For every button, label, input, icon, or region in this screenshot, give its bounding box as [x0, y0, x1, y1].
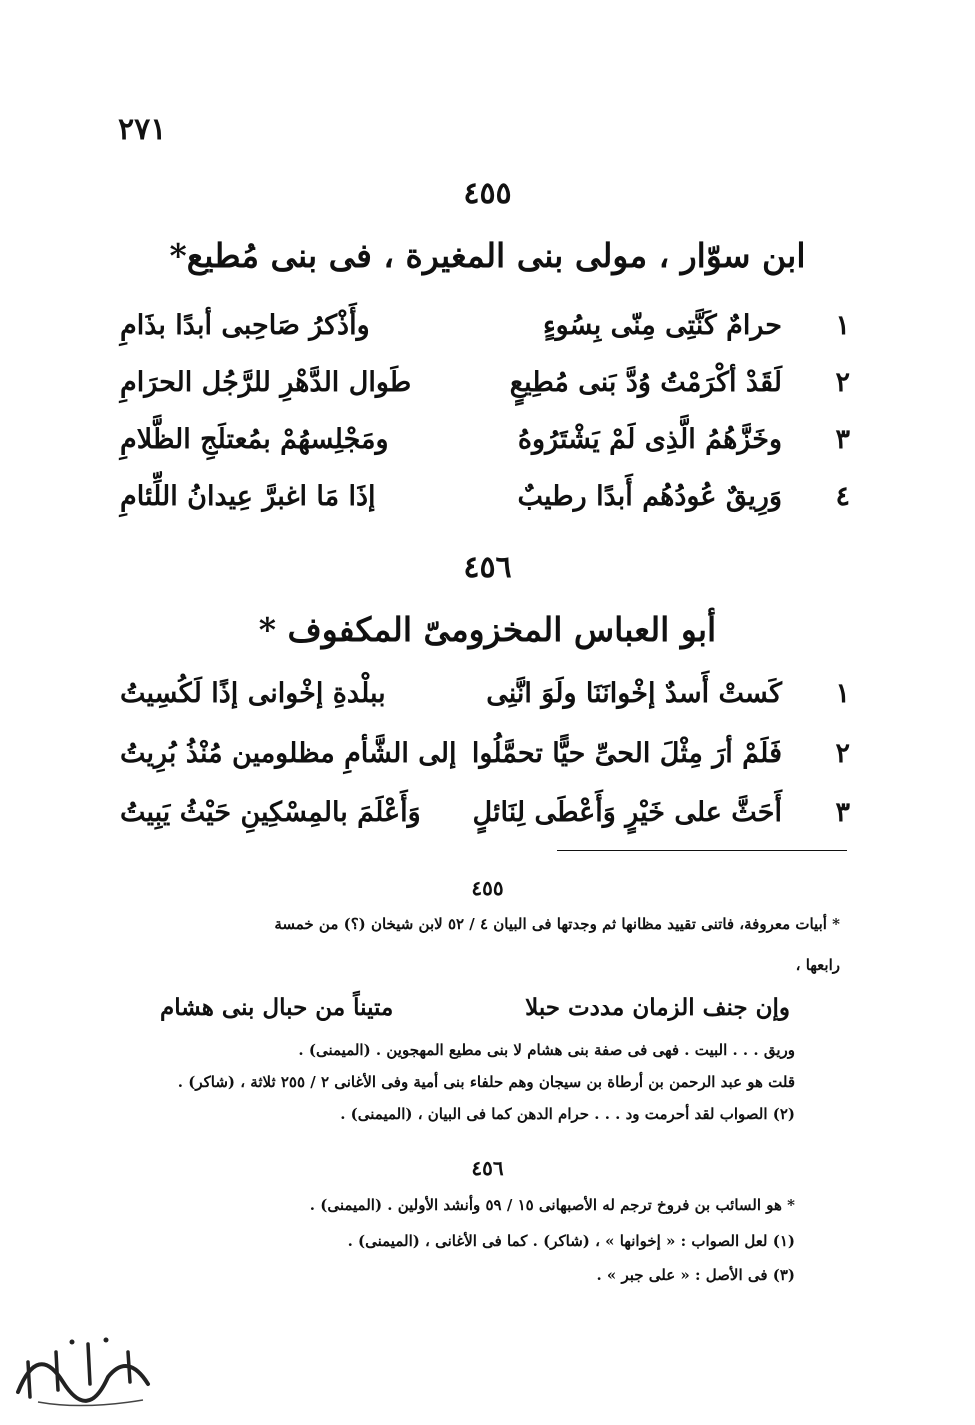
verse-line	[120, 424, 850, 472]
verse-line	[120, 481, 850, 529]
verse-number: ٢	[835, 367, 850, 398]
verse-second-hemistich: طَوال الدَّهْرِ للرَّجُل الحرَامِ	[120, 367, 412, 398]
verse-first-hemistich: وخَزَّهُمُ الَّذِى لَمْ يَشْتَرُوهُ	[517, 424, 782, 455]
verse-second-hemistich: إلى الشَّأمِ مظلومين مُنْذُ بُرِيتُ	[120, 738, 457, 769]
footnote-line: قلت هو عبد الرحمن بن أرطاة بن سيجان وهم حلفاء بنى أمية وفى الأغانى ٢ / ٢٥٥ ثلاثة ، (شاكر) .	[177, 1073, 795, 1091]
verse-number: ٢	[835, 738, 850, 769]
verse-second-hemistich: ومَجْلِسهُمْ بمُعتلَجِ الظَّلامِ	[120, 424, 389, 455]
verse-second-hemistich: وأَذْكرُ صَاحِبى أبدًا بذَامِ	[120, 310, 370, 341]
footnote-section-number: ٤٥٦	[471, 1156, 504, 1180]
verse-number: ١	[835, 678, 850, 709]
verse-line	[120, 310, 850, 358]
verse-line	[120, 797, 850, 845]
footnote-line: * هو السائب بن فروخ ترجم له الأصبهانى ١٥ / ٥٩ وأنشد الأولين . (الميمنى) .	[309, 1196, 795, 1214]
footnote-line: (٢) الصواب لقد أحرمت ود . . . حرام الدهن كما فى البيان ، (الميمنى) .	[340, 1105, 795, 1123]
verse-number: ١	[835, 310, 850, 341]
watermark-logo-icon	[8, 1322, 158, 1412]
footnote-line: وريق . . . البيت . فهى فى صفة بنى هشام لا بنى مطيع المهجوين . (الميمنى) .	[298, 1041, 795, 1059]
verse-first-hemistich: أَحَثَّ على خَيْرٍ وَأَعْطَى لِنَائلٍ	[472, 797, 782, 828]
quoted-verse-second: متيناً من حبال بنى هشام	[160, 994, 394, 1021]
section-title: أبو العباس المخزومىّ المكفوف *	[258, 610, 717, 649]
verse-first-hemistich: لَقَدْ أكْرَمْتُ وُدَّ بَنى مُطِيعٍ	[509, 367, 782, 398]
verse-second-hemistich: ببلْدةِ إخْوانى إذًا لَكُسِيتُ	[120, 678, 386, 709]
footnote-line: (٣) فى الأصل : « على جبر » .	[596, 1266, 795, 1284]
section-title: ابن سوّار ، مولى بنى المغيرة ، فى بنى مُطيع*	[169, 236, 806, 275]
footnote-line: * أبيات معروفة، فاتنى تقييد مظانها ثم وجدتها فى البيان ٤ / ٥٢ لابن شيخان (؟) من خمسة	[274, 915, 840, 933]
quoted-verse	[160, 994, 790, 1028]
verse-second-hemistich: وَأَعْلَمَ بالمِسْكِينِ حَيْثُ يَبِيتُ	[120, 797, 421, 828]
verse-first-hemistich: فَلَمْ أرَ مِثْلَ الحىِّ حيًّا تحمَّلُوا	[471, 738, 782, 769]
verse-number: ٣	[835, 797, 850, 828]
verse-first-hemistich: حرامٌ كَنَّتِى مِنّى بِسُوءٍ	[542, 310, 782, 341]
verse-line	[120, 367, 850, 415]
footnote-line: رابعها ،	[795, 956, 840, 974]
verse-number: ٣	[835, 424, 850, 455]
verse-first-hemistich: وَرِيقٌ عُودُهُم أَبدًا رطيبٌ	[517, 481, 782, 512]
verse-line	[120, 678, 850, 726]
section-number: ٤٥٥	[463, 176, 512, 211]
quoted-verse-first: وإن جنف الزمان مددت حبلا	[525, 994, 790, 1021]
footnote-line: (١) لعل الصواب : « إخوانها » ، (شاكر) . كما فى الأغانى ، (الميمنى) .	[347, 1232, 795, 1250]
verse-line	[120, 738, 850, 786]
page-number: ٢٧١	[118, 112, 167, 147]
footnote-section-number: ٤٥٥	[471, 876, 504, 900]
section-number: ٤٥٦	[463, 550, 512, 585]
verse-second-hemistich: إذَا مَا اغبرَّ عِيدانُ اللِّئامِ	[120, 481, 376, 512]
footnote-divider	[557, 850, 847, 851]
verse-number: ٤	[835, 481, 850, 512]
verse-first-hemistich: كَستْ أَسدٌ إخْوانَنَا ولَوَ انَّنِى	[486, 678, 782, 709]
